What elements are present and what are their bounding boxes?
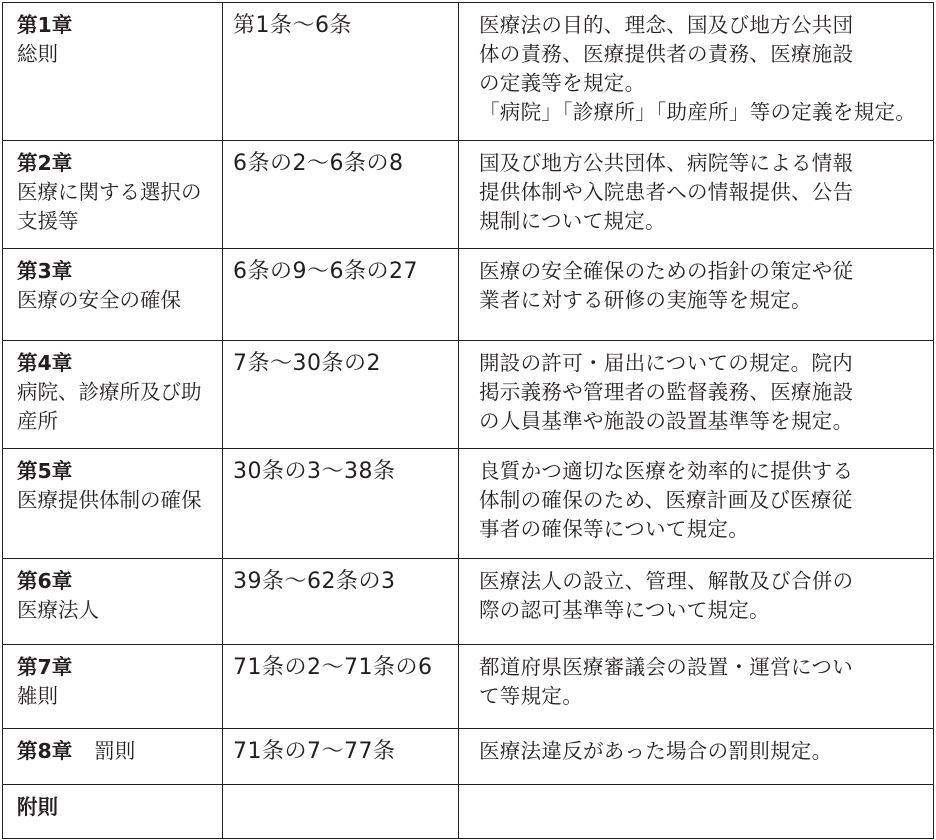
chapter-cell (3, 785, 223, 839)
chapter-number: 第2章 (17, 151, 73, 175)
chapter-number: 第5章 (17, 459, 73, 483)
chapter-number: 第7章 (17, 655, 73, 679)
description-line: 都道府県医療審議会の設置・運営につい (479, 655, 853, 679)
table-row (3, 729, 934, 785)
description-cell (459, 729, 934, 785)
articles-cell: 6条の2〜6条の8 (223, 141, 459, 249)
chapter-title: 総則 (17, 42, 58, 66)
table-row (3, 785, 934, 839)
description-line: 規制について規定。 (479, 209, 666, 233)
chapter-cell (3, 645, 223, 729)
description-line: 医療法の目的、理念、国及び地方公共団 (479, 13, 854, 37)
description-line: 体の責務、医療提供者の責務、医療施設 (479, 42, 854, 66)
supplementary-provisions-label: 附則 (17, 795, 58, 819)
table-row (3, 3, 934, 141)
articles-cell: 第1条〜6条 (223, 3, 459, 141)
description-line: 掲示義務や管理者の監督義務、医療施設 (479, 380, 854, 404)
chapter-cell (3, 249, 223, 341)
chapter-number: 第4章 (17, 351, 73, 375)
description-line: 良質かつ適切な医療を効率的に提供する (479, 459, 854, 483)
chapter-number: 第1章 (17, 13, 73, 37)
description-line: 医療法違反があった場合の罰則規定。 (479, 739, 833, 763)
table-row (3, 249, 934, 341)
table-row (3, 141, 934, 249)
articles-cell: 6条の9〜6条の27 (223, 249, 459, 341)
chapter-cell (3, 341, 223, 449)
articles-cell: 71条の2〜71条の6 (223, 645, 459, 729)
articles-cell: 30条の3〜38条 (223, 449, 459, 559)
chapter-number: 第6章 (17, 569, 73, 593)
chapter-cell (3, 729, 223, 785)
table-row (3, 341, 934, 449)
chapter-cell (3, 3, 223, 141)
chapter-title: 医療提供体制の確保 (17, 488, 202, 512)
description-line: 医療法人の設立、管理、解散及び合併の (479, 569, 854, 593)
description-line: 「病院」「診療所」「助産所」等の定義を規定。 (479, 100, 917, 124)
description-line: 提供体制や入院患者への情報提供、公告 (479, 180, 854, 204)
chapter-title: 医療の安全の確保 (17, 288, 181, 312)
articles-cell: 71条の7〜77条 (223, 729, 459, 785)
description-cell (459, 785, 934, 839)
description-cell (459, 249, 934, 341)
description-line: て等規定。 (479, 684, 583, 708)
chapter-title: 病院、診療所及び助産所 (17, 380, 202, 433)
description-line: 事者の確保等について規定。 (479, 517, 749, 541)
chapter-cell (3, 449, 223, 559)
chapter-cell (3, 559, 223, 645)
chapter-title: 医療法人 (17, 598, 99, 622)
description-cell (459, 559, 934, 645)
medical-law-structure-table (2, 2, 934, 839)
chapter-title: 罰則 (94, 739, 136, 763)
description-line: 国及び地方公共団体、病院等による情報 (479, 151, 854, 175)
articles-cell (223, 785, 459, 839)
articles-cell: 7条〜30条の2 (223, 341, 459, 449)
chapter-number: 第8章 (17, 739, 73, 763)
description-line: の定義等を規定。 (479, 71, 646, 95)
description-cell (459, 3, 934, 141)
description-cell (459, 449, 934, 559)
description-line: 際の認可基準等について規定。 (479, 598, 770, 622)
description-line: 業者に対する研修の実施等を規定。 (479, 288, 812, 312)
chapter-cell (3, 141, 223, 249)
description-cell (459, 645, 934, 729)
description-line: の人員基準や施設の設置基準等を規定。 (479, 409, 854, 433)
table-row (3, 559, 934, 645)
chapter-number: 第3章 (17, 259, 73, 283)
articles-cell: 39条〜62条の3 (223, 559, 459, 645)
chapter-title: 雑則 (17, 684, 58, 708)
description-line: 開設の許可・届出についての規定。院内 (479, 351, 853, 375)
chapter-title: 医療に関する選択の支援等 (17, 180, 202, 233)
table-row (3, 645, 934, 729)
description-line: 医療の安全確保のための指針の策定や従 (479, 259, 854, 283)
description-cell (459, 341, 934, 449)
description-cell (459, 141, 934, 249)
table-row (3, 449, 934, 559)
description-line: 体制の確保のため、医療計画及び医療従 (479, 488, 853, 512)
